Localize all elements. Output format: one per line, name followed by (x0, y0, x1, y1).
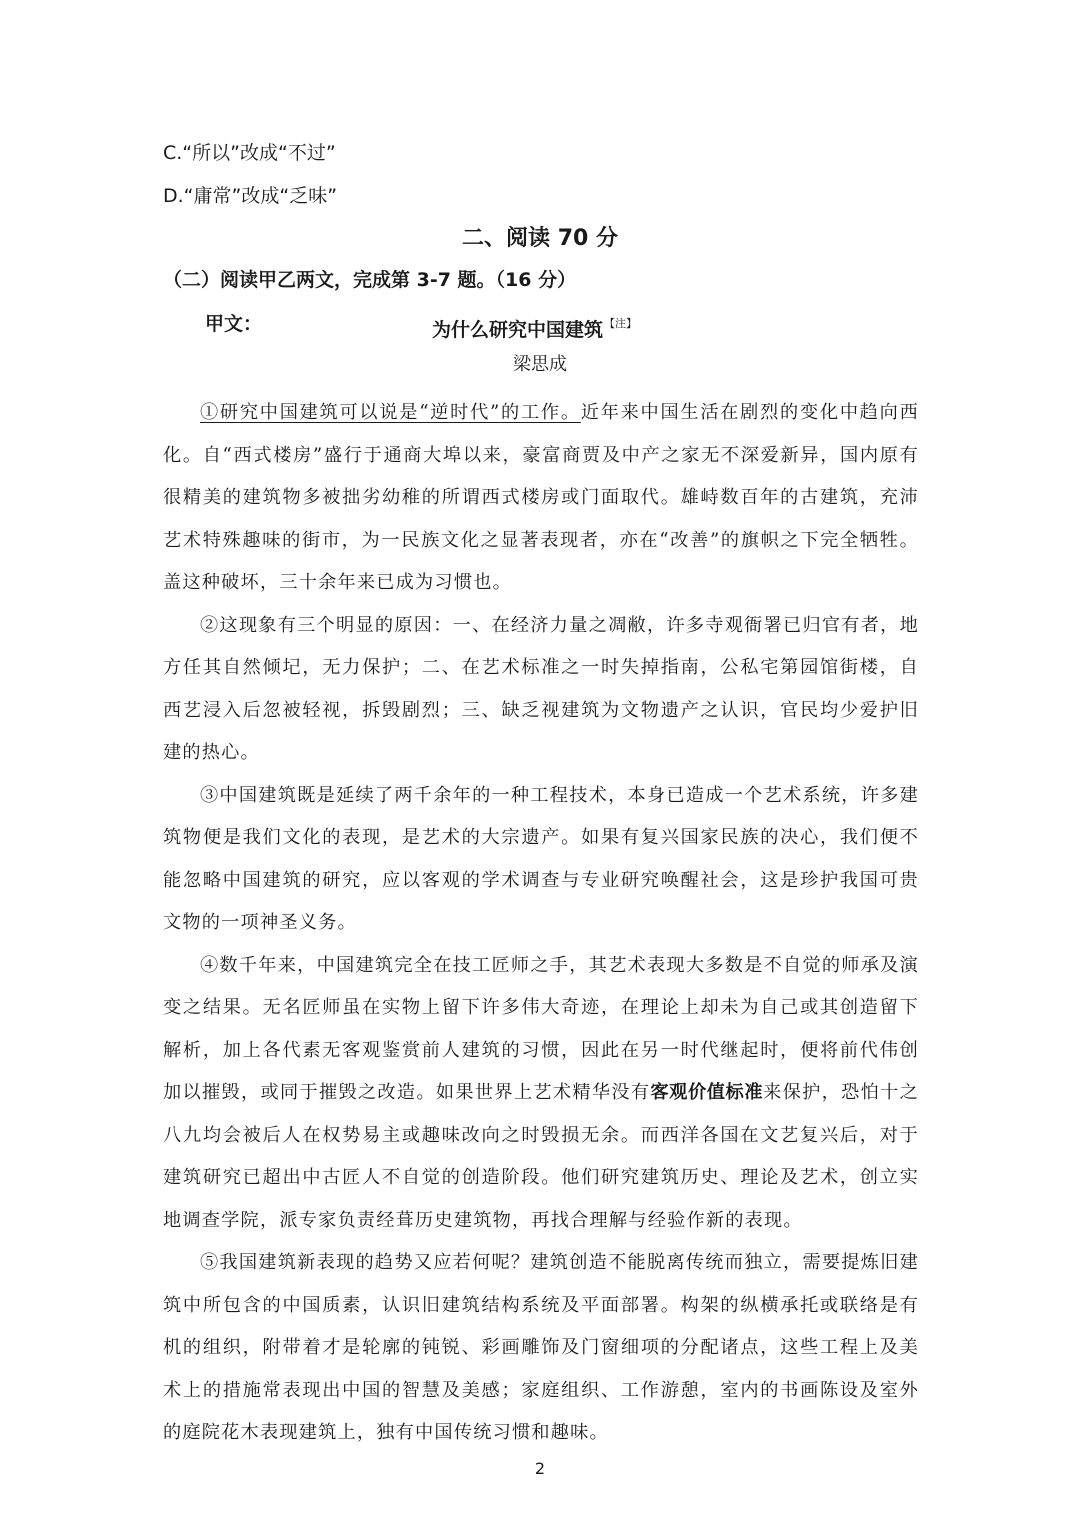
paragraph-4 (163, 945, 919, 1243)
option-d: D.“庸常”改成“乏味” (163, 185, 338, 207)
underlined-sentence: ①研究中国建筑可以说是“逆时代”的工作。 (200, 402, 581, 423)
article-body (163, 392, 919, 1455)
section-title: 二、阅读 70 分 (462, 226, 618, 251)
article-title (432, 311, 637, 343)
author: 梁思成 (513, 354, 567, 375)
text-label: 甲文： (205, 313, 263, 335)
article-title-text: 为什么研究中国建筑 (432, 319, 604, 341)
page-number: 2 (534, 1459, 546, 1478)
article-note-marker: 【注】 (604, 317, 638, 330)
paragraph-1-rest: 近年来中国生活在剧烈的变化中趋向西化。自“西式楼房”盛行于通商大埠以来，豪富商贾及中产之家无不深爱新异，国内原有很精美的建筑物多被拙劣幼稚的所谓西式楼房或门面取代。雄峙数百年的古建筑，充沛艺术特殊趣味的街市，为一民族文化之显著表现者，亦在“改善”的旗帜之下完全牺牲。盖这种破坏，三十余年来已成为习惯也。 (163, 402, 919, 593)
paragraph-3: ③中国建筑既是延续了两千余年的一种工程技术，本身已造成一个艺术系统，许多建筑物便是我们文化的表现，是艺术的大宗遗产。如果有复兴国家民族的决心，我们便不能忽略中国建筑的研究，应以客观的学术调查与专业研究唤醒社会，这是珍护我国可贵文物的一项神圣义务。 (163, 784, 919, 933)
option-c: C.“所以”改成“不过” (163, 142, 336, 164)
bold-term: 客观价值标准 (650, 1082, 764, 1103)
paragraph-5: ⑤我国建筑新表现的趋势又应若何呢？建筑创造不能脱离传统而独立，需要提炼旧建筑中所包含的中国质素，认识旧建筑结构系统及平面部署。构架的纵横承托或联络是有机的组织，附带着才是轮廓的钝锐、彩画雕饰及门窗细项的分配诸点，这些工程上及美术上的措施常表现出中国的智慧及美感；家庭组织、工作游憩，室内的书画陈设及室外的庭院花木表现建筑上，独有中国传统习惯和趣味。 (163, 1252, 919, 1443)
paragraph-4-end: 来保护，恐怕十之八九均会被后人在权势易主或趣味改向之时毁损无余。而西洋各国在文艺复兴后，对于建筑研究已超出中古匠人不自觉的创造阶段。他们研究建筑历史、理论及艺术，创立实地调查学院，派专家负责经葺历史建筑物，再找合理解与经验作新的表现。 (163, 1082, 919, 1231)
question-header: （二）阅读甲乙两文，完成第 3-7 题。（16 分） (163, 269, 577, 291)
paragraph-4-start: ④数千年来，中国建筑完全在技工匠师之手，其艺术表现大多数是不自觉的师承及演变之结果。无名匠师虽在实物上留下许多伟大奇迹，在理论上却未为自己或其创造留下解析，加上各代素无客观鉴赏前人建筑的习惯，因此在另一时代继起时，便将前代伟创加以摧毁，或同于摧毁之改造。如果世界上艺术精华没有 (163, 954, 919, 1103)
paragraph-1 (163, 392, 919, 605)
paragraph-2: ②这现象有三个明显的原因：一、在经济力量之凋敝，许多寺观衙署已归官有者，地方任其自然倾圮，无力保护；二、在艺术标准之一时失掉指南，公私宅第园馆街楼，自西艺浸入后忽被轻视，拆毁剧烈；三、缺乏视建筑为文物遗产之认识，官民均少爱护旧建的热心。 (163, 614, 919, 763)
